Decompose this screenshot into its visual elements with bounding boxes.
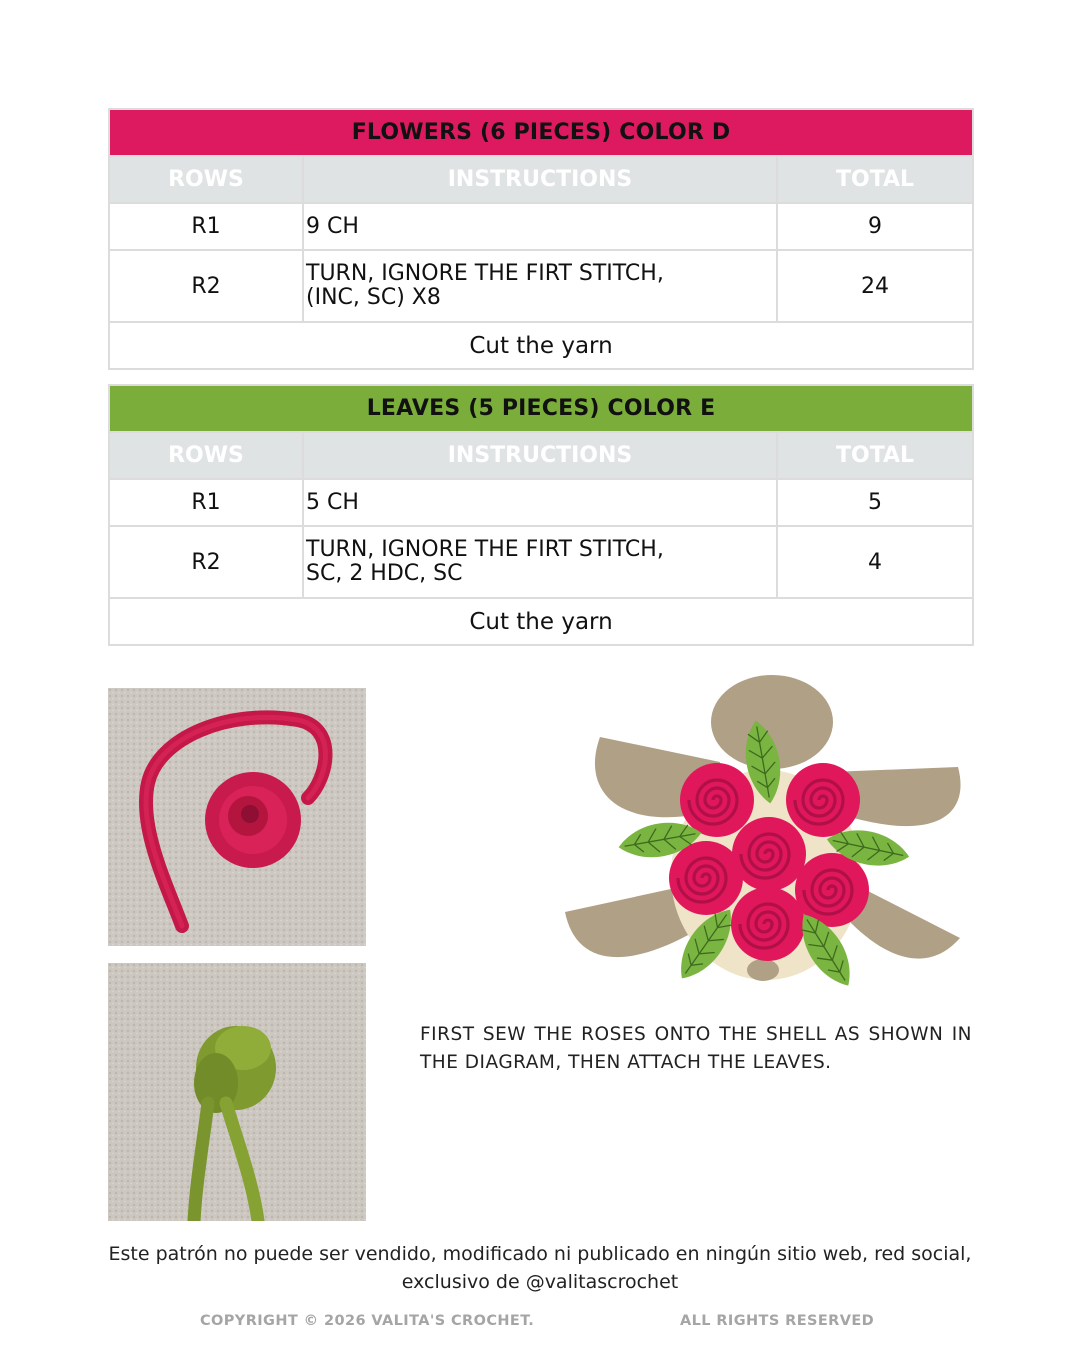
row-total: 9: [777, 203, 973, 250]
table-row: [109, 250, 973, 322]
column-header-instructions: INSTRUCTIONS: [303, 432, 777, 479]
instruction-line: TURN, IGNORE THE FIRT STITCH,: [306, 261, 664, 286]
row-total: 5: [777, 479, 973, 526]
license-notice: [108, 1240, 972, 1296]
column-header-instructions: INSTRUCTIONS: [303, 156, 777, 203]
row-label: R1: [109, 203, 303, 250]
column-header-rows: ROWS: [109, 156, 303, 203]
leaves-table-title: LEAVES (5 PIECES) COLOR E: [109, 385, 973, 432]
instruction-line: 5 CH: [306, 489, 359, 515]
assembly-diagram: [560, 672, 970, 992]
row-label: R2: [109, 526, 303, 598]
row-total: 4: [777, 526, 973, 598]
column-header-total: TOTAL: [777, 432, 973, 479]
leaf-photo: [108, 963, 366, 1221]
row-instructions: [303, 250, 777, 322]
leaves-table: [108, 384, 974, 646]
column-header-rows: ROWS: [109, 432, 303, 479]
flowers-table: [108, 108, 974, 370]
rights-text: ALL RIGHTS RESERVED: [680, 1313, 875, 1329]
column-header-total: TOTAL: [777, 156, 973, 203]
row-instructions: [303, 479, 777, 526]
row-instructions: [303, 526, 777, 598]
row-total: 24: [777, 250, 973, 322]
copyright-text: COPYRIGHT © 2026 VALITA'S CROCHET.: [200, 1313, 535, 1329]
instruction-line: SC, 2 HDC, SC: [306, 561, 463, 586]
table-row: [109, 203, 973, 250]
row-label: R1: [109, 479, 303, 526]
flowers-table-title: FLOWERS (6 PIECES) COLOR D: [109, 109, 973, 156]
table-row: [109, 479, 973, 526]
instruction-line: 9 CH: [306, 213, 359, 239]
row-label: R2: [109, 250, 303, 322]
cut-yarn-note: Cut the yarn: [109, 598, 973, 645]
row-instructions: [303, 203, 777, 250]
license-notice-line: Este patrón no puede ser vendido, modificado ni publicado en ningún sitio web, red social,: [108, 1243, 972, 1265]
instruction-line: TURN, IGNORE THE FIRT STITCH,: [306, 537, 664, 562]
cut-yarn-note: Cut the yarn: [109, 322, 973, 369]
table-row: [109, 526, 973, 598]
assembly-note: FIRST SEW THE ROSES ONTO THE SHELL AS SHOWN IN THE DIAGRAM, THEN ATTACH THE LEAVES.: [420, 1024, 972, 1073]
license-notice-line: exclusivo de @valitascrochet: [401, 1271, 679, 1293]
instruction-line: (INC, SC) X8: [306, 285, 441, 310]
rose-photo: [108, 688, 366, 946]
